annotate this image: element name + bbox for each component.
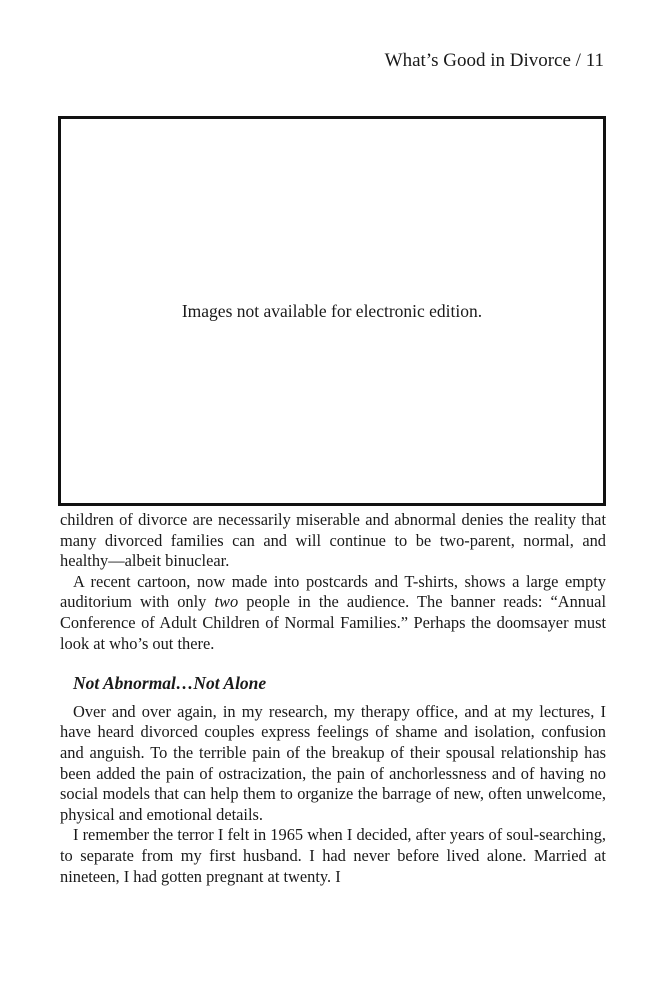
body-text <box>60 510 606 887</box>
paragraph-2-text-a: A recent cartoon, now made into postcards and T-shirts, shows a large empty auditorium with only <box>60 571 606 612</box>
paragraph-4: I remember the terror I felt in 1965 when I decided, after years of soul-searching, to separate from my first husband. I had never before lived alone. Married at nineteen, I had gotten pregnant at twenty. I <box>60 825 606 886</box>
section-heading: Not Abnormal…Not Alone <box>73 673 267 694</box>
image-placeholder-box <box>58 116 606 506</box>
paragraph-3: Over and over again, in my research, my therapy office, and at my lectures, I have heard divorced couples express feelings of shame and isolation, confusion and anguish. To the terrible pain of the breakup of their spousal relationship has been added the pain of ostracization, the pain of anchorlessness and of having no social models that can help them to organize the barrage of new, often unwelcome, physical and emotional details. <box>60 701 606 824</box>
running-head: What’s Good in Divorce / 11 <box>384 50 604 71</box>
paragraph-2-emphasis: two <box>214 592 239 612</box>
paragraph-1: children of divorce are necessarily miserable and abnormal denies the reality that many divorced families can and will continue to be two-parent, normal, and healthy—albeit binuclear. <box>60 510 606 571</box>
paragraph-2 <box>60 572 606 654</box>
paragraph-2-text-b: people in the audience. The banner reads: “Annual Conference of Adult Children of Normal Families.” Perhaps the doomsayer must look at who’s out there. <box>60 592 607 653</box>
image-placeholder-text: Images not available for electronic edition. <box>181 300 483 321</box>
